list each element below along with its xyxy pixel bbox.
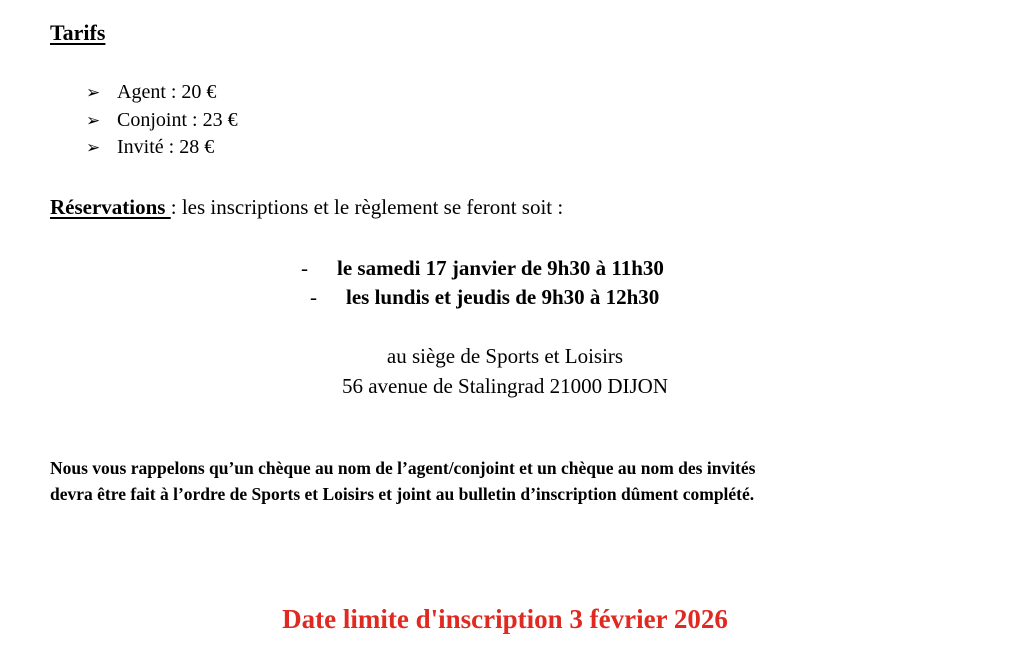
dash-bullet: -: [301, 256, 308, 280]
tariff-label: Agent : 20 €: [117, 81, 217, 103]
arrow-bullet-icon: ➢: [86, 138, 101, 157]
tariff-list: [86, 79, 238, 162]
arrow-bullet-icon: ➢: [86, 110, 101, 130]
tariff-item-invite: [86, 134, 238, 162]
reservation-slot-saturday: [301, 253, 664, 283]
tarifs-heading: Tarifs: [50, 20, 106, 45]
reservation-slot-weekdays: [310, 282, 659, 312]
reservations-text: : les inscriptions et le règlement se feront soit :: [170, 195, 564, 219]
registration-deadline: Date limite d'inscription 3 février 2026: [282, 604, 728, 634]
reminder-line: Nous vous rappelons qu’un chèque au nom de l’agent/conjoint et un chèque au nom des invités: [50, 458, 756, 478]
tariff-label: Conjoint : 23 €: [117, 108, 238, 131]
slot-text: les lundis et jeudis de 9h30 à 12h30: [346, 285, 660, 309]
slot-text: le samedi 17 janvier de 9h30 à 11h30: [337, 256, 664, 280]
address-line-street: 56 avenue de Stalingrad 21000 DIJON: [341, 374, 668, 398]
tariff-label: Invité : 28 €: [117, 136, 215, 158]
dash-bullet: -: [310, 285, 317, 309]
address-line-venue: au siège de Sports et Loisirs: [386, 344, 624, 368]
reservations-paragraph: [50, 193, 563, 221]
tariff-item-conjoint: [86, 107, 238, 135]
tariff-item-agent: [86, 79, 238, 107]
arrow-bullet-icon: ➢: [86, 83, 101, 102]
reminder-line: devra être fait à l’ordre de Sports et Loisirs et joint au bulletin d’inscription dûment complété.: [50, 484, 755, 504]
reservations-heading: Réservations: [50, 195, 171, 219]
